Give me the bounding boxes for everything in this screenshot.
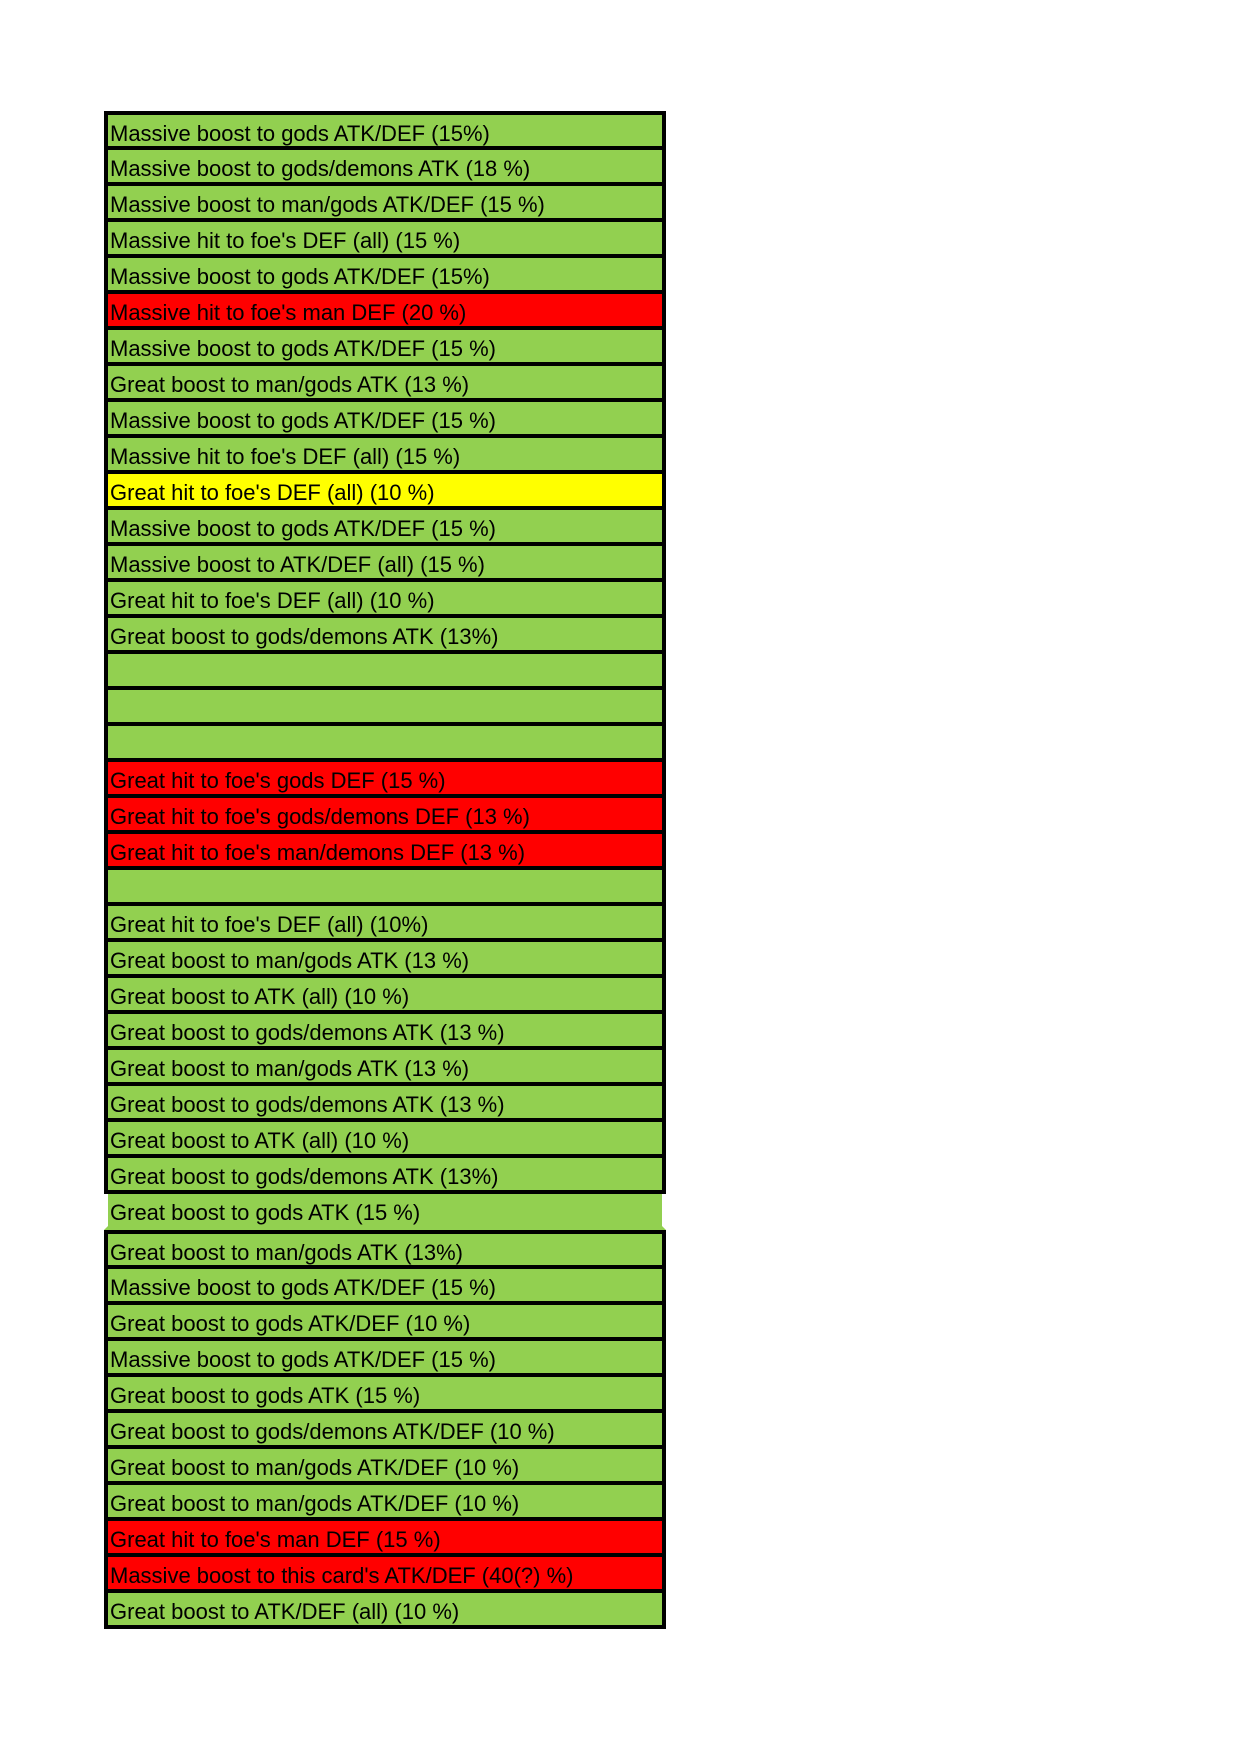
cell-text: Great hit to foe's DEF (all) (10 %) [110, 588, 435, 613]
table-row [104, 1377, 666, 1413]
table-row [104, 1485, 666, 1521]
table-row [104, 222, 666, 258]
table-row [104, 1122, 666, 1158]
cell-text: Massive boost to gods ATK/DEF (15 %) [110, 516, 496, 541]
cell-text: Great hit to foe's DEF (all) (10%) [110, 912, 429, 937]
table-row [104, 1050, 666, 1086]
table-row [104, 150, 666, 186]
cell-text: Great boost to gods/demons ATK (13 %) [110, 1092, 505, 1117]
cell-text: Massive boost to man/gods ATK/DEF (15 %) [110, 192, 545, 217]
cell-text: Great boost to gods/demons ATK (13 %) [110, 1020, 505, 1045]
table-row [104, 294, 666, 330]
table-row [104, 762, 666, 798]
table-row [104, 1593, 666, 1629]
table-row [104, 906, 666, 942]
table-row [104, 798, 666, 834]
cell-text: Great boost to gods/demons ATK (13%) [110, 1164, 499, 1189]
table-row [104, 1413, 666, 1449]
table-row [104, 1521, 666, 1557]
cell-text: Great boost to man/gods ATK (13%) [110, 1240, 463, 1265]
cell-text: Great boost to gods/demons ATK (13%) [110, 624, 499, 649]
table-row [104, 1230, 666, 1269]
cell-text: Great hit to foe's gods/demons DEF (13 %) [110, 804, 530, 829]
table-row [104, 366, 666, 402]
cell-text: Massive boost to gods ATK/DEF (15 %) [110, 1347, 496, 1372]
table-row [104, 546, 666, 582]
table-row [104, 834, 666, 870]
cell-text: Massive boost to gods ATK/DEF (15%) [110, 264, 490, 289]
table-row [104, 1158, 666, 1194]
cell-text: Great hit to foe's man DEF (15 %) [110, 1527, 441, 1552]
cell-text: Massive boost to gods ATK/DEF (15 %) [110, 408, 496, 433]
table-row [104, 618, 666, 654]
table-row [104, 1305, 666, 1341]
cell-text: Great hit to foe's man/demons DEF (13 %) [110, 840, 526, 865]
cell-text: Massive boost to gods/demons ATK (18 %) [110, 156, 531, 181]
table-row [104, 510, 666, 546]
table-row [104, 1194, 666, 1230]
table-row [104, 1341, 666, 1377]
cell-text: Massive boost to gods ATK/DEF (15 %) [110, 1275, 496, 1300]
cell-text: Great boost to ATK (all) (10 %) [110, 1128, 410, 1153]
cell-text: Great hit to foe's gods DEF (15 %) [110, 768, 446, 793]
table-row [104, 402, 666, 438]
cell-text: Great boost to ATK/DEF (all) (10 %) [110, 1599, 460, 1624]
cell-text: Great boost to ATK (all) (10 %) [110, 984, 410, 1009]
cell-text: Great boost to gods ATK (15 %) [110, 1383, 421, 1408]
cell-text: Great boost to man/gods ATK (13 %) [110, 372, 470, 397]
table-row [104, 1557, 666, 1593]
cell-text: Great boost to man/gods ATK (13 %) [110, 1056, 470, 1081]
table-row [104, 1086, 666, 1122]
table-row [104, 978, 666, 1014]
table-row [104, 870, 666, 906]
table-row [104, 690, 666, 726]
table-row [104, 186, 666, 222]
table-row [104, 111, 666, 150]
cell-text: Great boost to gods ATK/DEF (10 %) [110, 1311, 471, 1336]
table-row [104, 474, 666, 510]
cell-text: Great boost to gods/demons ATK/DEF (10 %) [110, 1419, 555, 1444]
cell-text: Massive boost to gods ATK/DEF (15 %) [110, 336, 496, 361]
cell-text: Great boost to man/gods ATK/DEF (10 %) [110, 1455, 520, 1480]
cell-text: Massive boost to this card's ATK/DEF (40(?) %) [110, 1563, 574, 1588]
table-row [104, 1269, 666, 1305]
cell-text: Massive hit to foe's DEF (all) (15 %) [110, 228, 461, 253]
table-row [104, 330, 666, 366]
cell-text: Great hit to foe's DEF (all) (10 %) [110, 480, 435, 505]
table-row [104, 942, 666, 978]
cell-text: Massive hit to foe's DEF (all) (15 %) [110, 444, 461, 469]
cell-text: Massive boost to gods ATK/DEF (15%) [110, 121, 490, 146]
table-row [104, 258, 666, 294]
table-row [104, 582, 666, 618]
spreadsheet-column [104, 111, 666, 1629]
cell-text: Great boost to gods ATK (15 %) [110, 1200, 421, 1225]
cell-text: Massive boost to ATK/DEF (all) (15 %) [110, 552, 485, 577]
table-row [104, 438, 666, 474]
cell-text: Massive hit to foe's man DEF (20 %) [110, 300, 467, 325]
table-row [104, 1449, 666, 1485]
cell-text: Great boost to man/gods ATK/DEF (10 %) [110, 1491, 520, 1516]
table-row [104, 1014, 666, 1050]
table-row [104, 726, 666, 762]
table-row [104, 654, 666, 690]
cell-text: Great boost to man/gods ATK (13 %) [110, 948, 470, 973]
